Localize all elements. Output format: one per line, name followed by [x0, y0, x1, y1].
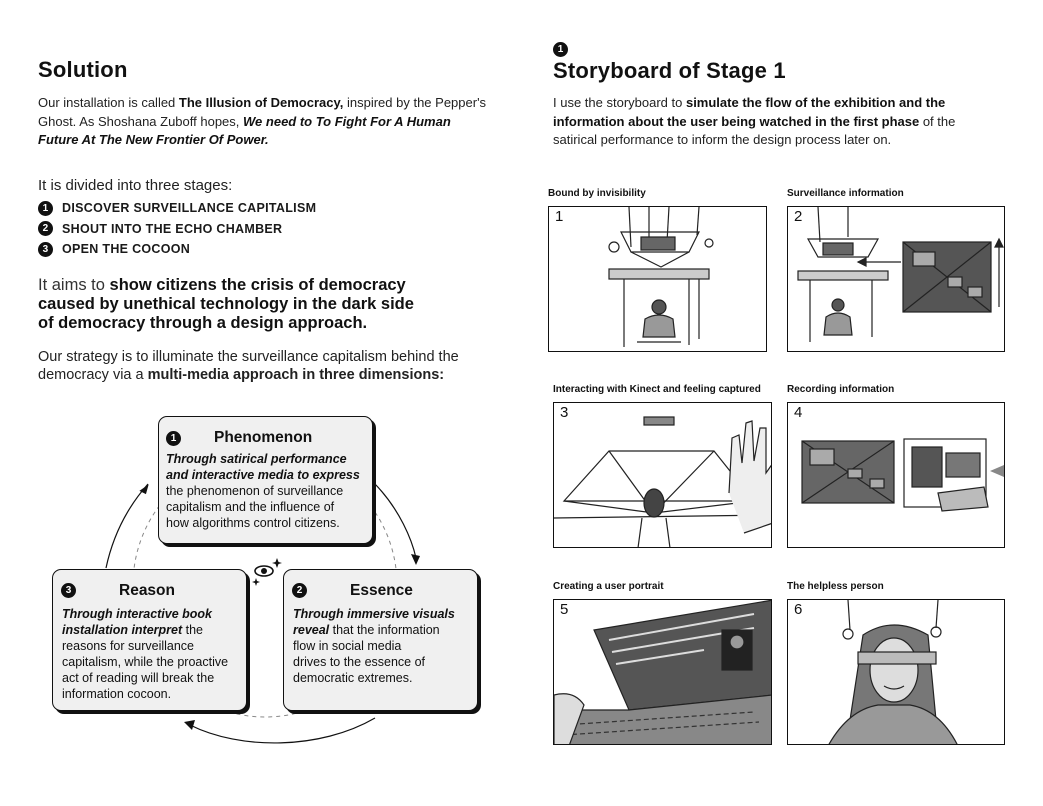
frame-number: 4	[794, 404, 803, 421]
stages-list	[38, 198, 358, 260]
stage-item: 1 DISCOVER SURVEILLANCE CAPITALISM	[38, 198, 358, 219]
storyboard-title: Storyboard of Stage 1	[553, 58, 786, 83]
eye-icon	[250, 554, 286, 586]
card-title: Essence	[350, 582, 413, 599]
sketch-kinect-hand-icon	[554, 403, 772, 548]
stage-number-badge: 1	[38, 201, 53, 216]
storyboard-frame-3	[553, 402, 772, 548]
card-number-badge: 3	[61, 583, 76, 598]
frame-caption: Surveillance information	[787, 188, 904, 199]
reason-card	[52, 569, 247, 711]
card-number-badge: 1	[166, 431, 181, 446]
card-title: Reason	[119, 582, 175, 599]
card-number-badge: 2	[292, 583, 307, 598]
sketch-recording-laptop-icon	[788, 403, 1005, 548]
stage-number-badge: 2	[38, 221, 53, 236]
frame-caption: Creating a user portrait	[553, 581, 664, 592]
sketch-hologram-stage-icon	[549, 207, 767, 352]
storyboard-frame-4	[787, 402, 1005, 548]
frame-number: 6	[794, 601, 803, 618]
aims-paragraph: It aims to show citizens the crisis of democracy caused by unethical technology in the dark side of democracy through a design approach.	[38, 276, 414, 332]
strategy-paragraph: Our strategy is to illuminate the surveillance capitalism behind the democracy via a multi-media approach in three dimensions:	[38, 349, 459, 383]
frame-number: 1	[555, 208, 564, 225]
card-text: Through interactive book installation interpret the reasons for surveillance capitalism, while the proactive act of reading will break the information cocoon.	[62, 607, 229, 701]
storyboard-frame-6	[787, 599, 1005, 745]
storyboard-intro: I use the storyboard to simulate the flow of the exhibition and the information about the user being watched in the first phase of the satirical performance to inform the design process later on.	[553, 95, 956, 147]
frame-number: 3	[560, 404, 569, 421]
sketch-helpless-person-icon	[788, 600, 1005, 745]
phenomenon-card	[158, 416, 373, 544]
essence-card	[283, 569, 478, 711]
divided-text: It is divided into three stages:	[38, 177, 233, 194]
stage-number-badge: 3	[38, 242, 53, 257]
stage-item: 3 OPEN THE COCOON	[38, 239, 358, 260]
solution-title: Solution	[38, 57, 128, 82]
frame-number: 2	[794, 208, 803, 225]
stage-number-badge: 1	[553, 42, 568, 57]
stage-item: 2 SHOUT INTO THE ECHO CHAMBER	[38, 219, 358, 240]
sketch-laptop-portrait-icon	[554, 600, 772, 745]
storyboard-frame-1	[548, 206, 767, 352]
frame-caption: Interacting with Kinect and feeling captured	[553, 384, 761, 395]
frame-caption: The helpless person	[787, 581, 884, 592]
frame-number: 5	[560, 601, 569, 618]
storyboard-frame-5	[553, 599, 772, 745]
frame-caption: Recording information	[787, 384, 895, 395]
frame-caption: Bound by invisibility	[548, 188, 646, 199]
storyboard-frame-2	[787, 206, 1005, 352]
card-title: Phenomenon	[214, 429, 313, 446]
sketch-surveillance-screen-icon	[788, 207, 1005, 352]
card-text: Through immersive visuals reveal that the information flow in social media drives to the essence of democratic extremes.	[293, 607, 455, 685]
solution-intro: Our installation is called The Illusion of Democracy, inspired by the Pepper's Ghost. As Shoshana Zuboff hopes, We need to To Fight For A Human Future At The New Frontier Of Power.	[38, 95, 487, 147]
card-text: Through satirical performance and interactive media to express the phenomenon of surveillance capitalism and the influence of how algorithms control citizens.	[166, 452, 360, 530]
